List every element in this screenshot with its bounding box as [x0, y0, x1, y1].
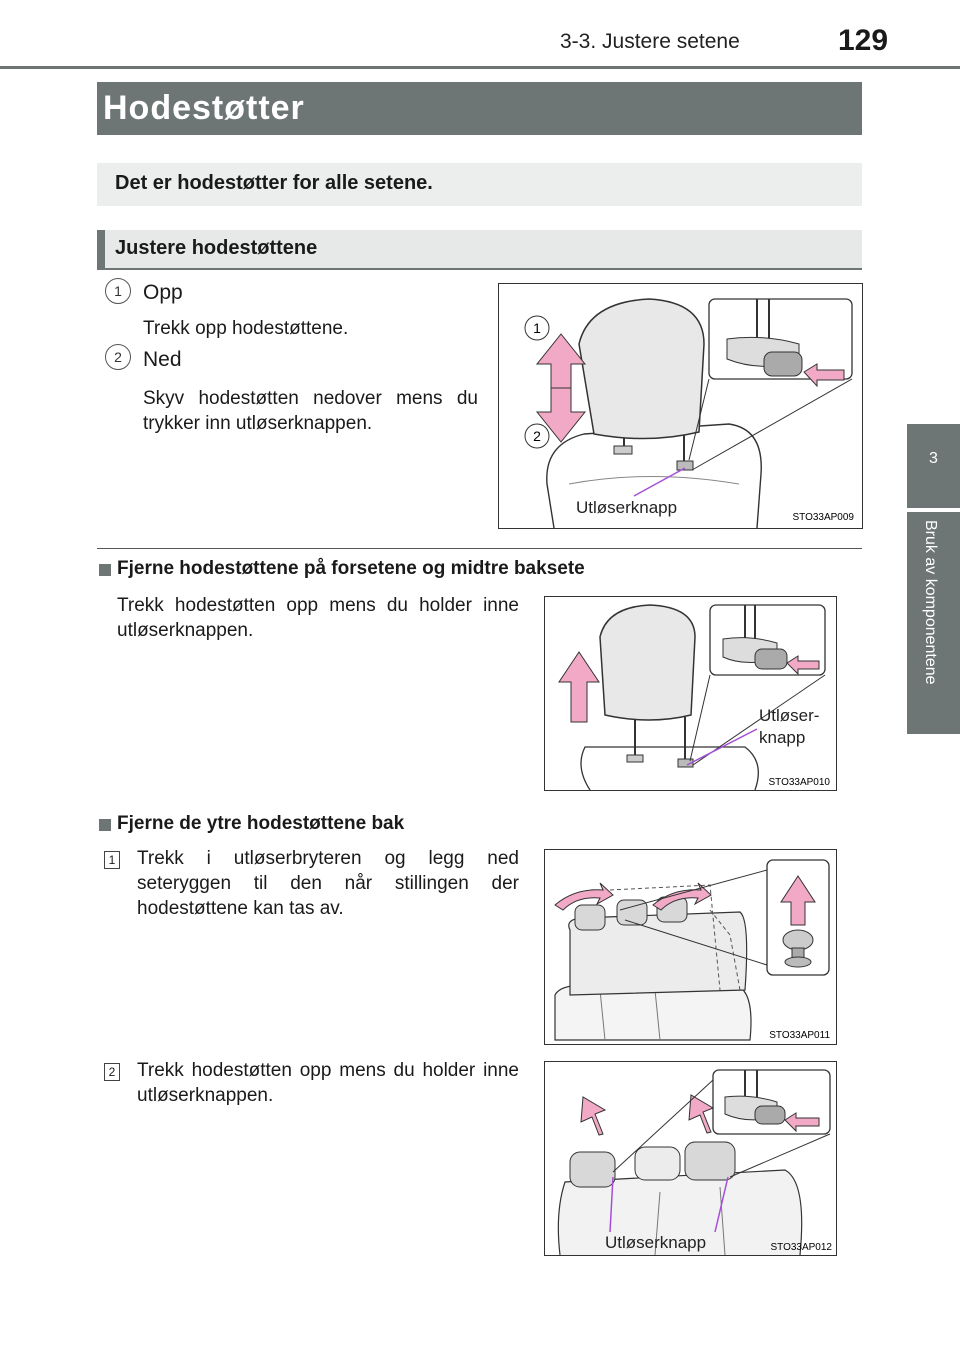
- step-1-title: Opp: [143, 281, 183, 304]
- step-2-title: Ned: [143, 348, 182, 371]
- chapter-title-tab: [907, 512, 960, 734]
- figure-code: STO33AP012: [770, 1242, 832, 1253]
- figure-headrest-adjust: [498, 283, 863, 529]
- rear-step-1-text: Trekk i utløserbryteren og legg ned seteryggen til den når stillingen der hodestøttene kan tas av.: [137, 848, 519, 919]
- section-front-heading: Fjerne hodestøttene på forsetene og midtre baksete: [117, 558, 585, 579]
- label-release-button: Utløserknapp: [605, 1233, 707, 1252]
- subsection-header: [97, 230, 862, 270]
- section-front-text: Trekk hodestøtten opp mens du holder inne utløserknappen.: [117, 595, 519, 641]
- figure-label-2: 2: [533, 428, 541, 444]
- figure-label-1: 1: [533, 320, 541, 336]
- figure-code: STO33AP009: [792, 512, 854, 523]
- page-number: 129: [838, 24, 889, 57]
- rear-step-marker-2: 2: [104, 1063, 120, 1081]
- figure-headrest-remove-front: [544, 596, 837, 791]
- label-release-button: Utløserknapp: [576, 498, 678, 517]
- label-release-button-line1: Utløser-: [759, 706, 820, 725]
- intro-text: Det er hodestøtter for alle setene.: [115, 172, 433, 194]
- step-1-text: Trekk opp hodestøttene.: [143, 318, 349, 339]
- header-section-title: 3-3. Justere setene: [560, 30, 740, 53]
- step-marker-2: 2: [105, 344, 131, 370]
- chapter-title: Bruk av komponentene: [922, 520, 939, 685]
- chapter-number-tab: 3: [907, 424, 960, 508]
- label-release-button-line2: knapp: [759, 728, 806, 747]
- figure-rear-headrest-remove: [544, 1061, 837, 1256]
- figure-code: STO33AP011: [769, 1030, 830, 1041]
- section-divider: [97, 548, 862, 549]
- section-bullet: [99, 819, 111, 831]
- page-title-bar: [97, 82, 862, 135]
- header-rule: [0, 66, 960, 69]
- section-bullet: [99, 564, 111, 576]
- rear-step-2-text: Trekk hodestøtten opp mens du holder inne utløserknappen.: [137, 1060, 519, 1106]
- subsection-title: Justere hodestøttene: [115, 237, 318, 259]
- figure-code: STO33AP010: [768, 777, 830, 788]
- rear-step-marker-1: 1: [104, 851, 120, 869]
- page-title: Hodestøtter: [103, 89, 305, 127]
- intro-box: [97, 163, 862, 206]
- step-marker-1: 1: [105, 278, 131, 304]
- figure-rear-seat-fold: [544, 849, 837, 1045]
- step-2-text: Skyv hodestøtten nedover mens du trykker inn utløserknappen.: [143, 388, 478, 434]
- section-rear-heading: Fjerne de ytre hodestøttene bak: [117, 813, 405, 834]
